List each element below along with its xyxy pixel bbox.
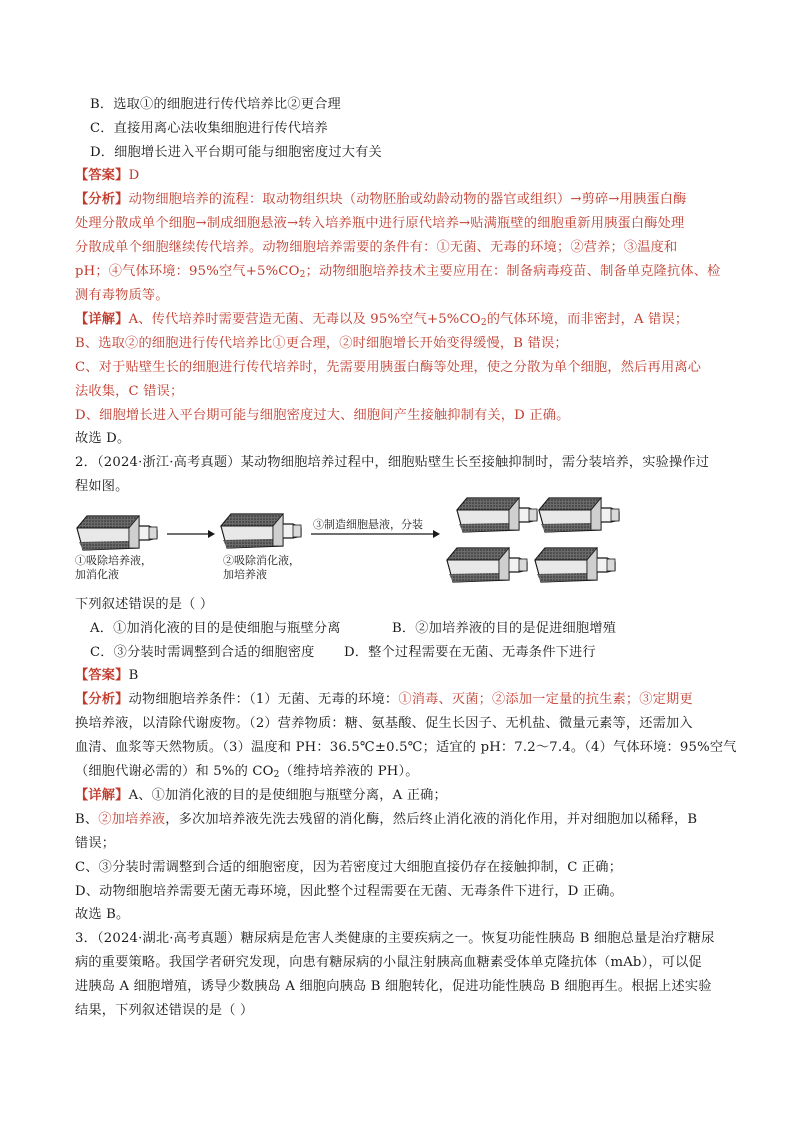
q1-detail-line-5: D、细胞增长进入平台期可能与细胞密度过大、细胞间产生接触抑制有关，D 正确。 [75,408,570,423]
q2-stem-line-2: 程如图。 [75,479,129,494]
answer-tag: 【答案】 [75,668,129,683]
analysis-tag: 【分析】 [75,692,129,707]
step2-caption-2: 加培养液 [223,568,267,581]
answer-value: B [128,668,139,683]
q2-option-b: B．②加培养液的目的是促进细胞增殖 [392,621,617,636]
q2-conclusion: 故选 B。 [75,907,130,922]
q2-stem-line-1: 2．（2024·浙江·高考真题）某动物细胞培养过程中，细胞贴壁生长至接触抑制时，需分装培养，实验操作过 [75,455,710,470]
q2-analysis-line-4: （细胞代谢必需的）和 5%的 $CO_2$（维持培养液的 PH）。 [75,764,419,780]
flask-4 [539,498,619,532]
detail-tag: 【详解】 [75,788,129,803]
q1-answer [75,167,725,184]
q1-detail-line-4: 法收集，C 错误； [75,384,184,399]
q2-option-d: D．整个过程需要在无菌、无毒条件下进行 [344,645,596,660]
q1-analysis-line-2: 处理分散成单个细胞→制成细胞悬液→转入培养瓶中进行原代培养→贴满瓶壁的细胞重新用胰蛋白酶处理 [75,216,685,231]
flask-1 [77,516,157,550]
flask-6 [535,548,615,582]
q2-answer [75,667,725,684]
flask-3 [457,498,537,532]
q2-detail-line-3: 错误； [75,836,116,851]
step2-caption-1: ②吸除消化液， [223,554,300,567]
q1-analysis-line-4: pH；④气体环境：95%空气$+5\%CO_2$；动物细胞培养技术主要应用在：制备病毒疫苗、制备单克隆抗体、检 [75,264,721,280]
q2-analysis-line-1: 【分析】动物细胞培养条件：（1）无菌、无毒的环境：①消毒、灭菌；②添加一定量的抗生素；③定期更 [75,692,693,707]
q1-analysis-line-1: 【分析】动物细胞培养的流程：取动物组织块（动物胚胎或幼龄动物的器官或组织）→剪碎→用胰蛋白酶 [75,192,687,207]
step1-caption-2: 加消化液 [75,568,119,581]
q1-option-d: D．细胞增长进入平台期可能与细胞密度过大有关 [90,145,382,160]
flask-2 [221,514,301,548]
q2-option-a: A．①加消化液的目的是使细胞与瓶壁分离 [90,621,341,636]
q3-stem-line-2: 病的重要策略。我国学者研究发现，向患有糖尿病的小鼠注射胰高血糖素受体单克隆抗体（mAb），可以促 [75,955,702,970]
step1-caption-1: ①吸除培养液， [75,554,152,567]
q3-stem-line-4: 结果，下列叙述错误的是（ ） [75,1003,254,1018]
q2-analysis-line-2: 换培养液，以清除代谢废物。（2）营养物质：糖、氨基酸、促生长因子、无机盐、微量元素等，还需加入 [75,716,693,731]
step3-caption: ③制造细胞悬液，分装 [313,518,423,531]
q2-detail-line-1: 【详解】A、①加消化液的目的是使细胞与瓶壁分离，A 正确； [75,788,447,803]
q2-analysis-line-3: 血清、血浆等天然物质。（3）温度和 PH：36.5℃±0.5℃；适宜的 pH：7.2～7.4。（4）气体环境：95%空气 [75,740,737,755]
q2-option-c: C．③分装时需调整到合适的细胞密度 [90,645,315,660]
q3-stem-line-3: 进胰岛 A 细胞增殖，诱导少数胰岛 A 细胞向胰岛 B 细胞转化，促进功能性胰岛 B 细胞再生。根据上述实验 [75,979,712,994]
q2-options-row-1 [90,620,740,637]
q2-detail-line-5: D、动物细胞培养需要无菌无毒环境，因此整个过程需要在无菌、无毒条件下进行，D 正确。 [75,884,624,899]
q1-detail-line-3: C、对于贴壁生长的细胞进行传代培养时，先需要用胰蛋白酶等处理，使之分散为单个细胞，然后再用离心 [75,360,702,375]
q2-options-row-2 [90,644,740,661]
q1-detail-line-2: B、选取②的细胞进行传代培养比①更合理，②时细胞增长开始变得缓慢，B 错误； [75,336,568,351]
flask-diagram [75,494,730,586]
q2-detail-line-2: B、②加培养液，多次加培养液先洗去残留的消化酶，然后终止消化液的消化作用，并对细胞加以稀释，B [75,812,698,827]
flask-5 [447,548,527,582]
q2-prompt: 下列叙述错误的是（ ） [75,597,214,612]
q1-analysis-line-5: 测有毒物质等。 [75,288,169,303]
cell-culture-figure [75,494,730,586]
q1-option-c: C．直接用离心法收集细胞进行传代培养 [90,121,328,136]
q1-detail-line-1: 【详解】A、传代培养时需要营造无菌、无毒以及 95%空气$+5\%CO_2$的气体环境，而非密封，A 错误； [75,312,689,328]
answer-tag: 【答案】 [75,168,129,183]
q1-analysis-line-3: 分散成单个细胞继续传代培养。动物细胞培养需要的条件有：①无菌、无毒的环境；②营养；③温度和 [75,240,678,255]
q1-option-b: B．选取①的细胞进行传代培养比②更合理 [90,97,341,112]
answer-value: D [128,168,140,183]
detail-tag: 【详解】 [75,312,129,327]
q1-conclusion: 故选 D。 [75,431,131,446]
q2-detail-line-4: C、③分装时需调整到合适的细胞密度，因为若密度过大细胞直接仍存在接触抑制，C 正确； [75,860,623,875]
q3-stem-line-1: 3．（2024·湖北·高考真题）糖尿病是危害人类健康的主要疾病之一。恢复功能性胰岛 B 细胞总量是治疗糖尿 [75,931,715,946]
analysis-tag: 【分析】 [75,192,129,207]
